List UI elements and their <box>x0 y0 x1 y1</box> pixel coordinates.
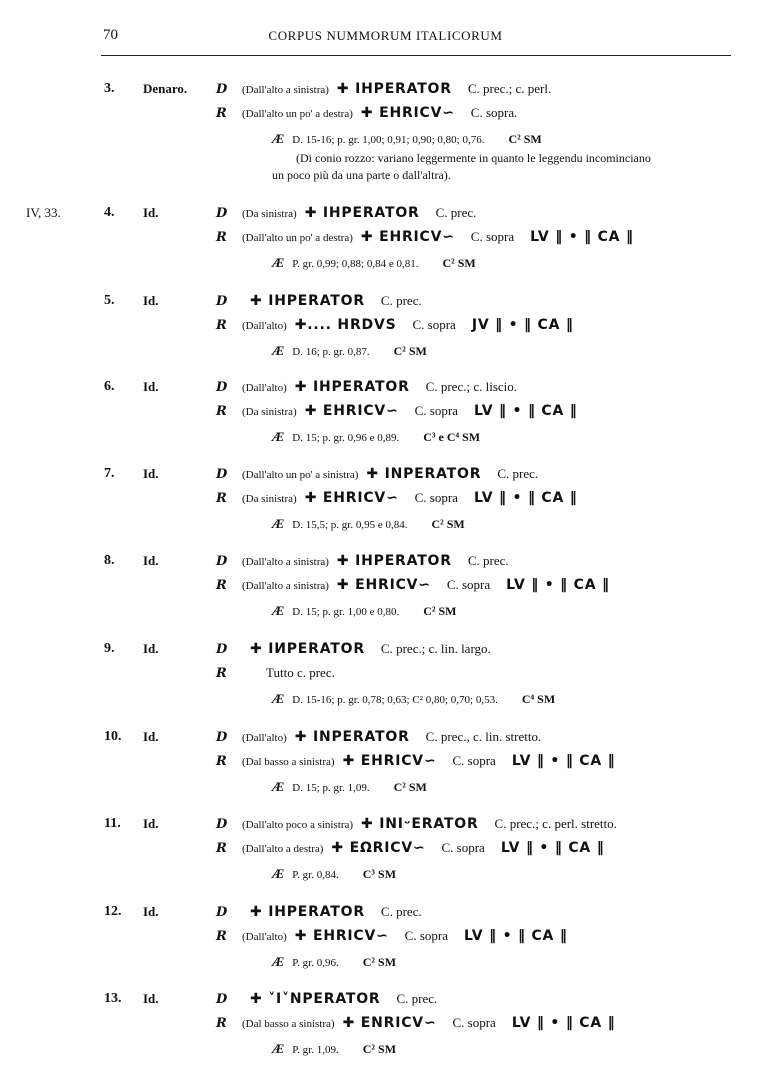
collection-mark: C² SM <box>431 517 465 531</box>
reverse-note: C. sopra <box>414 403 458 418</box>
metal-symbol: Æ <box>272 1041 285 1056</box>
obverse-legend: ✚ IHPERATOR <box>250 293 365 309</box>
obverse-line <box>216 904 422 920</box>
denomination: Id. <box>143 904 159 919</box>
reverse-prefix: (Dall'alto) <box>242 931 287 943</box>
obverse-symbol: D <box>216 554 228 569</box>
reverse-prefix: (Dall'alto un po' a destra) <box>242 232 353 244</box>
reverse-symbol: R <box>216 1016 227 1031</box>
collection-mark: C² SM <box>362 955 397 969</box>
reverse-line <box>216 490 578 506</box>
header-rule <box>101 55 731 56</box>
reverse-symbol: R <box>216 404 227 419</box>
reverse-prefix: (Da sinistra) <box>242 493 297 505</box>
details-text: P. gr. 0,99; 0,88; 0,84 e 0,81. <box>292 258 419 270</box>
obverse-note: C. prec. <box>380 904 422 919</box>
obverse-note: C. prec.; c. perl. <box>467 81 552 96</box>
reverse-line <box>216 577 610 593</box>
reverse-legend: ✚.... HRDVS <box>294 317 397 333</box>
reverse-field: LV ‖ • ‖ CA ‖ <box>473 490 578 506</box>
obverse-prefix: (Dall'alto poco a sinistra) <box>242 819 354 831</box>
obverse-symbol: D <box>216 467 228 482</box>
details-text: D. 15; p. gr. 1,09. <box>292 782 370 794</box>
metal-symbol: Æ <box>272 343 285 358</box>
obverse-legend: ✚ IHPERATOR <box>336 81 452 97</box>
remark-line-1: (Di conio rozzo: variano leggermente in quanto le leggendu incominciano <box>296 151 651 165</box>
reverse-symbol: R <box>216 106 227 121</box>
reverse-note: C. sopra <box>414 490 458 505</box>
reverse-legend: ✚ ENRICV∽ <box>342 1015 437 1031</box>
reverse-field: LV ‖ • ‖ CA ‖ <box>511 1015 616 1031</box>
reverse-field: LV ‖ • ‖ CA ‖ <box>530 229 634 245</box>
plate-reference: IV, 33. <box>26 205 61 220</box>
obverse-symbol: D <box>216 642 228 657</box>
obverse-note: C. prec.; c. liscio. <box>425 379 518 394</box>
details-line <box>272 131 542 147</box>
details-line <box>272 866 396 882</box>
reverse-prefix: (Dall'alto a destra) <box>242 843 324 855</box>
reverse-line <box>216 105 533 121</box>
obverse-note: C. prec. <box>467 553 509 568</box>
reverse-symbol: R <box>216 230 227 245</box>
obverse-prefix: (Dall'alto a sinistra) <box>242 84 329 96</box>
metal-symbol: Æ <box>272 131 285 146</box>
details-text: D. 15; p. gr. 1,00 e 0,80. <box>292 606 400 618</box>
entry-number: 5. <box>104 293 115 308</box>
metal-symbol: Æ <box>272 429 285 444</box>
obverse-legend: ✚ IHPERATOR <box>336 553 452 569</box>
obverse-note: C. prec., c. lin. stretto. <box>425 729 542 744</box>
reverse-line <box>216 665 351 681</box>
obverse-line <box>216 205 476 221</box>
collection-mark: C² SM <box>393 780 427 794</box>
details-line <box>272 779 427 795</box>
details-line <box>272 255 476 271</box>
obverse-prefix: (Dall'alto) <box>242 732 287 744</box>
collection-mark: C⁴ SM <box>521 692 556 706</box>
reverse-legend: ✚ EHRICV∽ <box>342 753 437 769</box>
reverse-note: C. sopra <box>412 317 456 332</box>
denomination: Id. <box>143 379 159 394</box>
reverse-legend: ✚ EHRICV∽ <box>304 403 399 419</box>
obverse-note: C. prec.; c. lin. largo. <box>380 641 491 656</box>
collection-mark: C² SM <box>508 132 542 146</box>
reverse-symbol: R <box>216 666 227 681</box>
obverse-line <box>216 729 541 745</box>
details-line <box>272 1041 396 1057</box>
entry-number: 7. <box>104 466 115 481</box>
reverse-symbol: R <box>216 578 227 593</box>
reverse-symbol: R <box>216 754 227 769</box>
reverse-prefix: (Dall'alto) <box>242 320 287 332</box>
reverse-field: LV ‖ • ‖ CA ‖ <box>511 753 616 769</box>
reverse-symbol: R <box>216 491 227 506</box>
reverse-note: C. sopra <box>452 1015 496 1030</box>
metal-symbol: Æ <box>272 691 285 706</box>
denomination: Id. <box>143 816 159 831</box>
obverse-legend: ✚ INPERATOR <box>366 466 482 482</box>
details-text: D. 15,5; p. gr. 0,95 e 0,84. <box>292 519 408 531</box>
details-line <box>272 954 396 970</box>
reverse-symbol: R <box>216 841 227 856</box>
entry-number: 13. <box>104 991 122 1006</box>
obverse-note: C. prec.; c. perl. stretto. <box>494 816 617 831</box>
entry-number: 6. <box>104 379 115 394</box>
obverse-symbol: D <box>216 817 228 832</box>
obverse-symbol: D <box>216 992 228 1007</box>
obverse-legend: ✚ INIᵕERATOR <box>361 816 479 832</box>
reverse-note: C. sopra <box>441 840 485 855</box>
collection-mark: C³ SM <box>362 867 397 881</box>
obverse-line <box>216 293 422 309</box>
reverse-line <box>216 229 634 245</box>
obverse-prefix: (Da sinistra) <box>242 208 297 220</box>
reverse-note: Tutto c. prec. <box>266 665 335 680</box>
collection-mark: C² SM <box>423 604 457 618</box>
obverse-line <box>216 379 517 395</box>
reverse-prefix: (Dal basso a sinistra) <box>242 1018 335 1030</box>
metal-symbol: Æ <box>272 779 285 794</box>
metal-symbol: Æ <box>272 516 285 531</box>
page-number: 70 <box>103 27 118 43</box>
obverse-legend: ✚ IHPERATOR <box>294 379 410 395</box>
obverse-symbol: D <box>216 82 228 97</box>
obverse-line <box>216 641 491 657</box>
details-line <box>272 516 465 532</box>
obverse-line <box>216 991 437 1007</box>
obverse-symbol: D <box>216 380 228 395</box>
metal-symbol: Æ <box>272 255 285 270</box>
reverse-legend: ✚ EHRICV∽ <box>304 490 399 506</box>
denomination: Id. <box>143 553 159 568</box>
reverse-field: LV ‖ • ‖ CA ‖ <box>473 403 578 419</box>
obverse-prefix: (Dall'alto un po' a sinistra) <box>242 469 359 481</box>
details-text: D. 15-16; p. gr. 0,78; 0,63; C² 0,80; 0,70; 0,53. <box>292 694 498 706</box>
reverse-legend: ✚ EHRICV∽ <box>294 928 389 944</box>
entry-number: 3. <box>104 81 115 96</box>
entry-number: 11. <box>104 816 121 831</box>
reverse-legend: ✚ EΩRICV∽ <box>331 840 426 856</box>
reverse-note: C. sopra <box>452 753 496 768</box>
details-text: P. gr. 0,96. <box>292 957 339 969</box>
reverse-legend: ✚ EHRICV∽ <box>360 105 455 121</box>
denomination: Id. <box>143 641 159 656</box>
denomination: Denaro. <box>143 81 188 96</box>
details-text: D. 15; p. gr. 0,96 e 0,89. <box>292 432 400 444</box>
details-text: D. 16; p. gr. 0,87. <box>292 346 370 358</box>
reverse-note: C. sopra <box>446 577 491 592</box>
remark-line-2: un poco più da una parte o dall'altra). <box>272 168 451 182</box>
denomination: Id. <box>143 729 159 744</box>
entry-number: 9. <box>104 641 115 656</box>
collection-mark: C³ e C⁴ SM <box>423 430 481 444</box>
denomination: Id. <box>143 205 159 220</box>
reverse-field: JV ‖ • ‖ CA ‖ <box>471 317 574 333</box>
collection-mark: C² SM <box>362 1042 397 1056</box>
obverse-note: C. prec. <box>396 991 438 1006</box>
reverse-prefix: (Dall'alto a sinistra) <box>242 580 329 592</box>
reverse-symbol: R <box>216 318 227 333</box>
reverse-field: LV ‖ • ‖ CA ‖ <box>464 928 568 944</box>
entry-number: 10. <box>104 729 122 744</box>
reverse-prefix: (Dall'alto un po' a destra) <box>242 108 353 120</box>
obverse-line <box>216 81 551 97</box>
reverse-line <box>216 1015 615 1031</box>
entry-number: 8. <box>104 553 115 568</box>
collection-mark: C² SM <box>393 344 427 358</box>
running-head: CORPUS NUMMORUM ITALICORUM <box>268 28 503 43</box>
reverse-line <box>216 317 574 333</box>
obverse-legend: ✚ IИPERATOR <box>250 641 365 657</box>
details-line <box>272 429 480 445</box>
obverse-note: C. prec. <box>435 205 477 220</box>
reverse-line <box>216 753 615 769</box>
metal-symbol: Æ <box>272 866 285 881</box>
reverse-symbol: R <box>216 929 227 944</box>
obverse-legend: ✚ IHPERATOR <box>250 904 365 920</box>
reverse-prefix: (Da sinistra) <box>242 406 297 418</box>
reverse-note: C. sopra <box>470 229 515 244</box>
obverse-legend: ✚ INPERATOR <box>294 729 410 745</box>
metal-symbol: Æ <box>272 603 285 618</box>
obverse-line <box>216 816 617 832</box>
reverse-note: C. sopra <box>404 928 449 943</box>
details-line <box>272 343 427 359</box>
reverse-line <box>216 840 605 856</box>
details-text: D. 15-16; p. gr. 1,00; 0,91; 0,90; 0,80; 0,76. <box>292 134 485 146</box>
obverse-note: C. prec. <box>380 293 422 308</box>
entry-number: 4. <box>104 205 115 220</box>
obverse-note: C. prec. <box>497 466 539 481</box>
reverse-line <box>216 403 578 419</box>
obverse-symbol: D <box>216 905 228 920</box>
details-text: P. gr. 0,84. <box>292 869 339 881</box>
obverse-symbol: D <box>216 206 228 221</box>
reverse-line <box>216 928 568 944</box>
reverse-field: LV ‖ • ‖ CA ‖ <box>500 840 605 856</box>
obverse-line <box>216 466 538 482</box>
metal-symbol: Æ <box>272 954 285 969</box>
obverse-prefix: (Dall'alto) <box>242 382 287 394</box>
details-line <box>272 691 555 707</box>
obverse-symbol: D <box>216 730 228 745</box>
denomination: Id. <box>143 991 159 1006</box>
reverse-legend: ✚ EHRICV∽ <box>336 577 431 593</box>
collection-mark: C² SM <box>442 256 476 270</box>
denomination: Id. <box>143 293 159 308</box>
obverse-symbol: D <box>216 294 228 309</box>
reverse-note: C. sopra. <box>470 105 518 120</box>
details-text: P. gr. 1,09. <box>292 1044 339 1056</box>
details-line <box>272 603 457 619</box>
obverse-legend: ✚ IHPERATOR <box>304 205 420 221</box>
obverse-line <box>216 553 509 569</box>
obverse-prefix: (Dall'alto a sinistra) <box>242 556 329 568</box>
entry-number: 12. <box>104 904 122 919</box>
denomination: Id. <box>143 466 159 481</box>
reverse-prefix: (Dal basso a sinistra) <box>242 756 335 768</box>
reverse-legend: ✚ EHRICV∽ <box>360 229 455 245</box>
obverse-legend: ✚ ˅I˅NPERATOR <box>250 991 381 1007</box>
reverse-field: LV ‖ • ‖ CA ‖ <box>506 577 610 593</box>
